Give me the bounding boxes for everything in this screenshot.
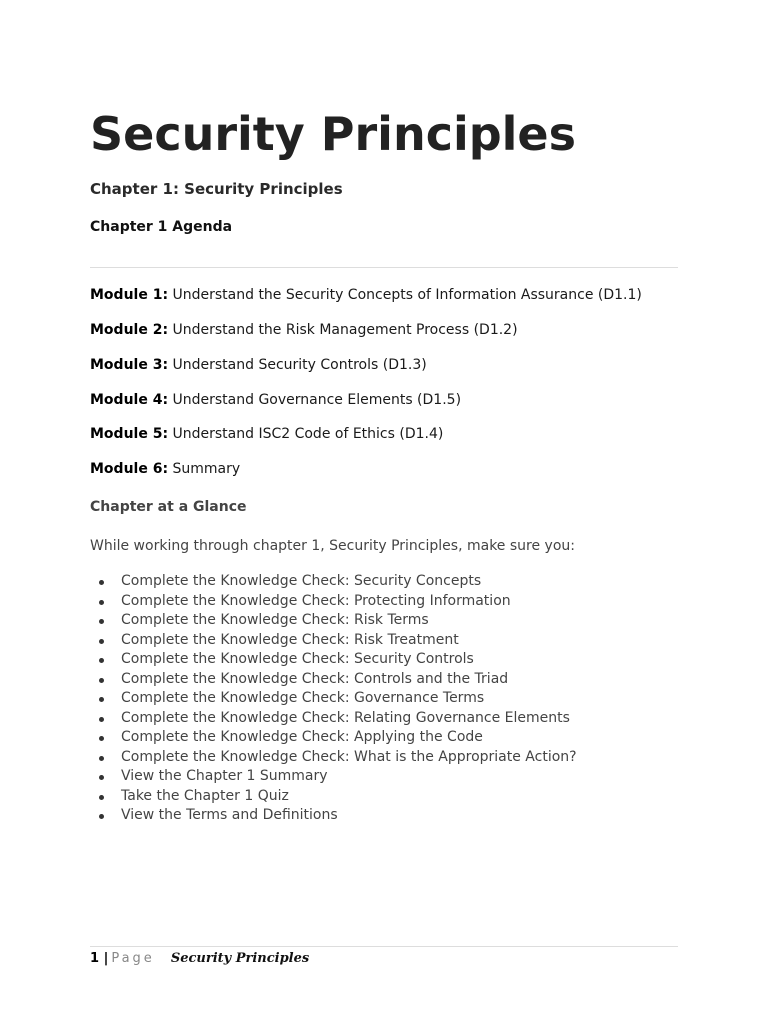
bullet-icon (99, 580, 104, 585)
list-item (90, 806, 577, 826)
list-item (90, 748, 577, 768)
list-item (90, 728, 577, 748)
list-item (90, 650, 577, 670)
module-label: Module 6: (90, 461, 169, 477)
module-item (90, 355, 427, 375)
list-item (90, 572, 577, 592)
glance-heading: Chapter at a Glance (90, 499, 247, 515)
list-item (90, 670, 577, 690)
module-label: Module 5: (90, 426, 169, 442)
bullet-icon (99, 697, 104, 702)
module-text: Understand Governance Elements (D1.5) (168, 392, 462, 408)
list-item-text: Complete the Knowledge Check: Applying the Code (121, 729, 483, 745)
list-item (90, 787, 577, 807)
module-item (90, 285, 642, 305)
bullet-icon (99, 639, 104, 644)
module-label: Module 4: (90, 392, 169, 408)
module-item (90, 459, 240, 479)
module-text: Understand Security Controls (D1.3) (168, 357, 427, 373)
page-number: 1 (90, 951, 100, 966)
list-item-text: Complete the Knowledge Check: Relating Governance Elements (121, 709, 570, 726)
list-item-text: Take the Chapter 1 Quiz (121, 787, 289, 804)
bullet-icon (99, 736, 104, 741)
module-label: Module 1: (90, 287, 169, 303)
module-text: Summary (168, 461, 241, 477)
module-item (90, 320, 518, 340)
module-label: Module 2: (90, 322, 169, 338)
module-text: Understand the Risk Management Process (D1.2) (168, 322, 518, 338)
bullet-icon (99, 678, 104, 683)
list-item (90, 611, 577, 631)
bullet-icon (99, 717, 104, 722)
list-item (90, 592, 577, 612)
page-word: Page (111, 951, 155, 966)
module-text: Understand ISC2 Code of Ethics (D1.4) (168, 426, 444, 442)
module-item (90, 390, 461, 410)
footer-title: Security Principles (170, 951, 310, 966)
list-item (90, 767, 577, 787)
bullet-icon (99, 600, 104, 605)
page-footer (90, 946, 678, 968)
list-item (90, 631, 577, 651)
module-text: Understand the Security Concepts of Information Assurance (D1.1) (168, 287, 642, 303)
module-label: Module 3: (90, 357, 169, 373)
list-item-text: Complete the Knowledge Check: Risk Terms (121, 612, 429, 628)
document-title: Security Principles (90, 107, 577, 161)
bullet-icon (99, 756, 104, 761)
list-item-text: Complete the Knowledge Check: Risk Treatment (121, 631, 459, 648)
module-item (90, 424, 443, 444)
chapter-heading: Chapter 1: Security Principles (90, 180, 343, 198)
list-item-text: View the Chapter 1 Summary (121, 768, 328, 784)
list-item-text: Complete the Knowledge Check: Protecting Information (121, 592, 511, 609)
list-item (90, 689, 577, 709)
list-item-text: Complete the Knowledge Check: Controls and the Triad (121, 670, 509, 687)
list-item-text: Complete the Knowledge Check: Security Controls (121, 651, 474, 667)
list-item-text: Complete the Knowledge Check: Governance Terms (121, 690, 485, 706)
bullet-icon (99, 795, 104, 800)
list-item-text: Complete the Knowledge Check: Security Concepts (121, 573, 482, 589)
bullet-icon (99, 658, 104, 663)
task-checklist (90, 572, 577, 826)
bullet-icon (99, 619, 104, 624)
footer-separator: | (99, 951, 109, 966)
list-item (90, 709, 577, 729)
list-item-text: View the Terms and Definitions (121, 807, 338, 823)
agenda-heading: Chapter 1 Agenda (90, 219, 233, 235)
bullet-icon (99, 775, 104, 780)
glance-intro: While working through chapter 1, Security Principles, make sure you: (90, 538, 575, 554)
bullet-icon (99, 814, 104, 819)
list-item-text: Complete the Knowledge Check: What is the Appropriate Action? (121, 748, 577, 765)
section-divider (90, 267, 678, 268)
